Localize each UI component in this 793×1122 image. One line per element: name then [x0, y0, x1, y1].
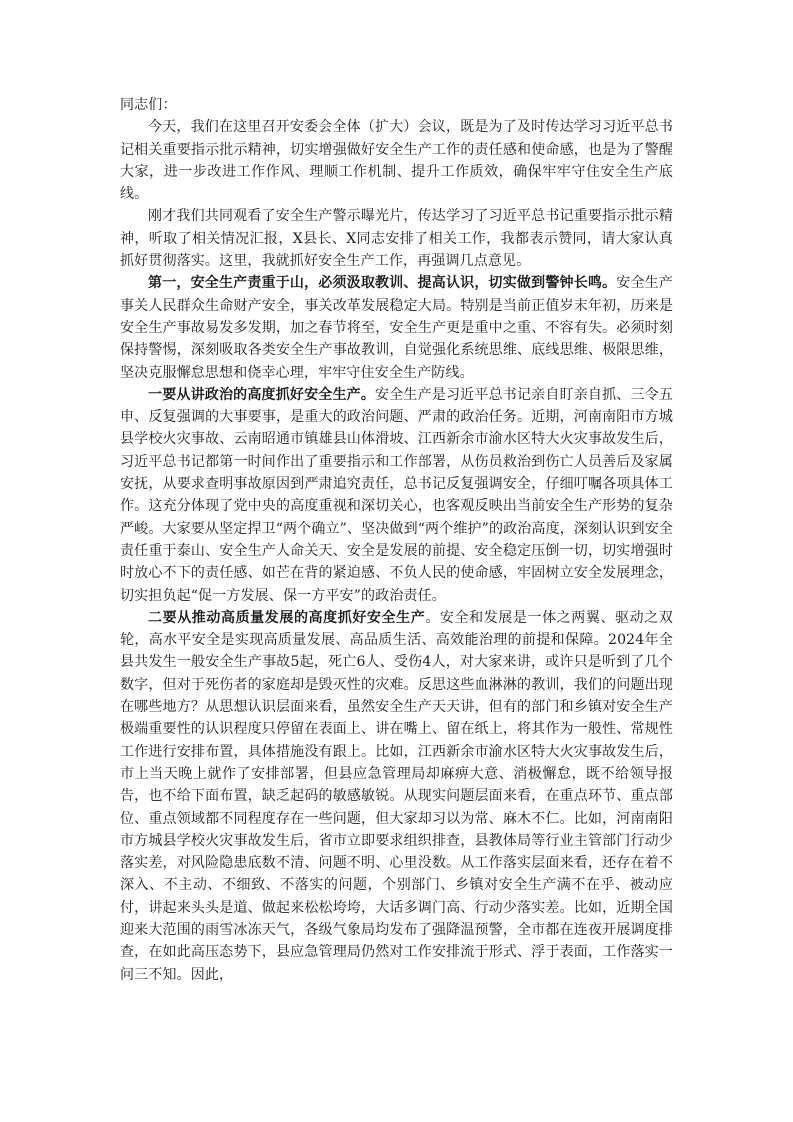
salutation: 同志们：	[120, 97, 177, 113]
paragraph-sub-two	[120, 607, 673, 986]
paragraph-point-one	[120, 272, 673, 383]
paragraph-lead: 一要从讲政治的高度抓好安全生产。	[148, 386, 376, 403]
document-page	[120, 94, 673, 986]
paragraph-lead: 第一，安全生产责重于山，必须汲取教训、提高认识，切实做到警钟长鸣。	[148, 275, 617, 292]
paragraph-opening	[120, 116, 673, 205]
paragraph-text: 安全生产事关人民群众生命财产安全，事关改革发展稳定大局。特别是当前正值岁末年初，历来是安全生产事故易发多发期，加之春节将至，安全生产更是重中之重、不容有失。必须时刻保持警惕，深刻吸取各类安全生产事故教训，自觉强化系统思维、底线思维、极限思维，坚决克服懈怠思想和侥幸心理，牢牢守住安全生产防线。	[120, 275, 673, 381]
paragraph-text: 刚才我们共同观看了安全生产警示曝光片，传达学习了习近平总书记重要指示批示精神，听取了相关情况汇报，X县长、X同志安排了相关工作，我都表示赞同，请大家认真抓好贯彻落实。这里，我就抓好安全生产工作，再强调几点意见。	[120, 208, 673, 270]
paragraph-sub-one	[120, 384, 673, 607]
paragraph-text: 。安全和发展是一体之两翼、驱动之双轮，高水平安全是实现高质量发展、高品质生活、高效能治理的前提和保障。2024年全县共发生一般安全生产事故5起，死亡6人、受伤4人，对大家来讲，或许只是听到了几个数字，但对于死伤者的家庭却是毁灭性的灾难。反思这些血淋淋的教训，我们的问题出现在哪些地方？从思想认识层面来看，虽然安全生产天天讲，但有的部门和乡镇对安全生产极端重要性的认识程度只停留在表面上、讲在嘴上、留在纸上，将其作为一般性、常规性工作进行安排布置，具体措施没有跟上。比如，江西新余市渝水区特大火灾事故发生后，市上当天晚上就作了安排部署，但县应急管理局却麻痹大意、消极懈怠，既不给领导报告，也不给下面布置，缺乏起码的敏感敏锐。从现实问题层面来看，在重点环节、重点部位、重点领域都不同程度存在一些问题，但大家却习以为常、麻木不仁。比如，河南南阳市方城县学校火灾事故发生后，省市立即要求组织排查，县教体局等行业主管部门行动少落实差，对风险隐患底数不清、问题不明、心里没数。从工作落实层面来看，还存在着不深入、不主动、不细致、不落实的问题，个别部门、乡镇对安全生产满不在乎、被动应付，讲起来头头是道、做起来松松垮垮，大话多调门高、行动少落实差。比如，近期全国迎来大范围的雨雪冰冻天气，各级气象局均发布了强降温预警，全市都在连夜开展调度排查，在如此高压态势下，县应急管理局仍然对工作安排流于形式、浮于表面，工作落实一问三不知。因此，	[120, 609, 673, 983]
paragraph-text: 安全生产是习近平总书记亲自盯亲自抓、三令五申、反复强调的大事要事，是重大的政治问题、严肃的政治任务。近期，河南南阳市方城县学校火灾事故、云南昭通市镇雄县山体滑坡、江西新余市渝水区特大火灾事故发生后，习近平总书记都第一时间作出了重要指示和工作部署，从伤员救治到伤亡人员善后及家属安抚，从要求查明事故原因到严肃追究责任，总书记反复强调安全，仔细叮嘱各项具体工作。这充分体现了党中央的高度重视和深切关心，也客观反映出当前安全生产形势的复杂严峻。大家要从坚定捍卫“两个确立”、坚决做到“两个维护”的政治高度，深刻认识到安全责任重于泰山、安全生产人命关天、安全是发展的前提、安全稳定压倒一切，切实增强时时放心不下的责任感、如芒在背的紧迫感、不负人民的使命感，牢固树立安全发展理念，切实担负起“促一方发展、保一方平安”的政治责任。	[120, 386, 673, 604]
paragraph-review	[120, 205, 673, 272]
paragraph-text: 今天，我们在这里召开安委会全体（扩大）会议，既是为了及时传达学习习近平总书记相关重要指示批示精神，切实增强做好安全生产工作的责任感和使命感，也是为了警醒大家，进一步改进工作作风、理顺工作机制、提升工作质效，确保牢牢守住安全生产底线。	[120, 119, 673, 203]
paragraph-lead: 二要从推动高质量发展的高度抓好安全生产	[148, 609, 426, 626]
